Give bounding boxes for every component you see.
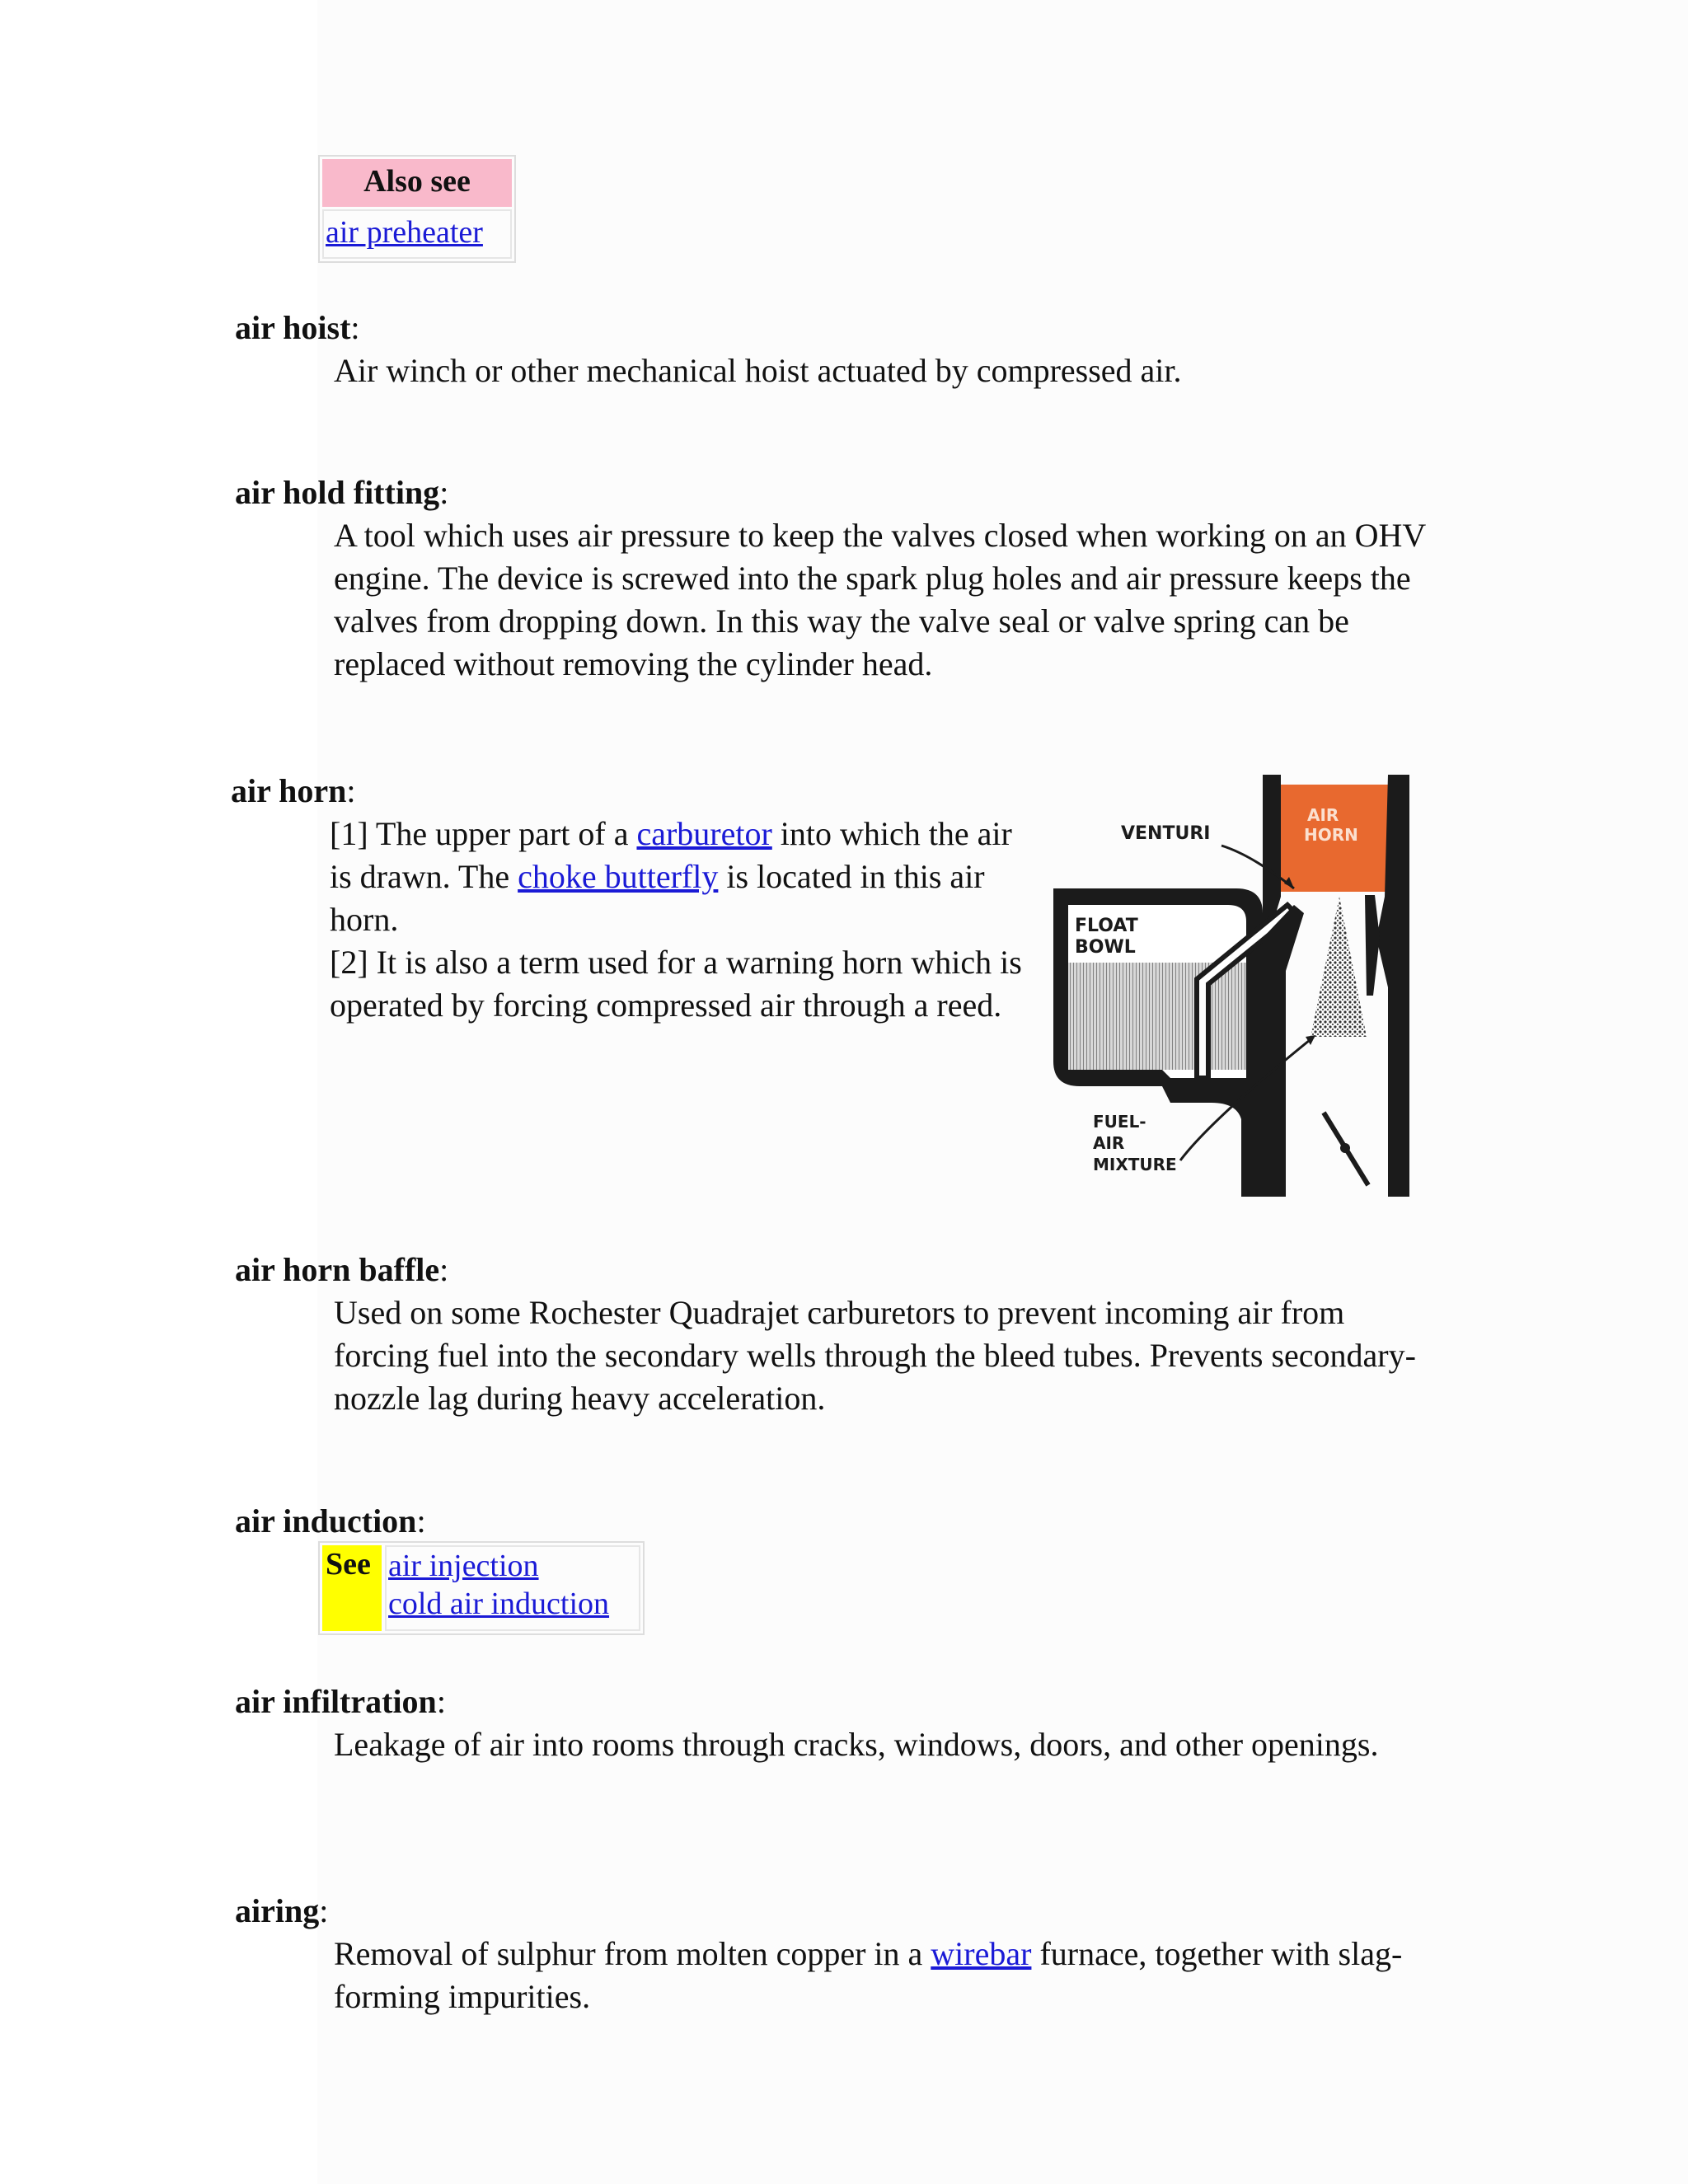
term-air-horn — [231, 770, 356, 813]
text-span: is located in this air horn. — [330, 858, 985, 938]
label-float: FLOAT — [1075, 916, 1138, 936]
term-colon: : — [436, 1683, 446, 1720]
term-air-infiltration — [235, 1680, 446, 1723]
term-air-induction — [235, 1500, 426, 1543]
see-link-row — [388, 1585, 639, 1623]
term-title: airing — [235, 1892, 320, 1929]
label-air2: AIR — [1093, 1133, 1125, 1153]
term-title: air induction — [235, 1502, 417, 1540]
link-air-preheater[interactable]: air preheater — [326, 215, 483, 250]
term-title: air horn — [231, 772, 347, 809]
term-air-hoist — [235, 307, 360, 349]
fuel-air-cone — [1311, 897, 1367, 1037]
fuel-level — [1068, 963, 1246, 1070]
term-title: air horn baffle — [235, 1251, 440, 1288]
text-span: [1] The upper part of a — [330, 815, 637, 852]
also-see-header: Also see — [322, 159, 512, 207]
link-carburetor[interactable]: carburetor — [636, 815, 772, 852]
throttle-shaft — [1340, 1143, 1350, 1153]
term-colon: : — [439, 474, 449, 511]
label-mixture: MIXTURE — [1093, 1155, 1177, 1174]
text-span: Removal of sulphur from molten copper in a — [334, 1935, 931, 1972]
link-wirebar[interactable]: wirebar — [931, 1935, 1032, 1972]
definition-air-infiltration: Leakage of air into rooms through cracks, windows, doors, and other openings. — [334, 1726, 1379, 1763]
link-air-injection[interactable]: air injection — [388, 1549, 539, 1583]
air-horn-sense-1 — [330, 813, 1030, 941]
term-title: air infiltration — [235, 1683, 437, 1720]
definition-air-horn-baffle: Used on some Rochester Quadrajet carburetors to prevent incoming air from forcing fuel into the secondary wells through the bleed tubes. Prevents secondary-nozzle lag during heavy acceleration. — [334, 1294, 1416, 1417]
see-links — [385, 1545, 640, 1631]
see-link-row — [388, 1547, 639, 1585]
text-span: furnace, together with slag-forming impurities. — [334, 1935, 1403, 2015]
label-air: AIR — [1307, 805, 1339, 825]
term-colon: : — [346, 772, 356, 809]
term-colon: : — [439, 1251, 449, 1288]
label-fuel: FUEL- — [1093, 1112, 1146, 1132]
label-horn: HORN — [1304, 825, 1358, 845]
see-box-air-induction — [318, 1541, 645, 1635]
term-colon: : — [416, 1502, 426, 1540]
term-airing — [235, 1890, 328, 1933]
definition-air-hoist: Air winch or other mechanical hoist actuated by compressed air. — [334, 352, 1182, 389]
term-title: air hoist — [235, 309, 351, 346]
definition-airing — [334, 1933, 1422, 2018]
air-horn-sense-2: [2] It is also a term used for a warning horn which is operated by forcing compressed air through a reed. — [330, 944, 1022, 1024]
term-colon: : — [319, 1892, 329, 1929]
definition-air-horn — [330, 813, 1030, 1027]
link-choke-butterfly[interactable]: choke butterfly — [518, 858, 719, 895]
term-air-horn-baffle — [235, 1249, 448, 1291]
venturi-booster — [1365, 895, 1380, 996]
definition-air-hold-fitting: A tool which uses air pressure to keep the valves closed when working on an OHV engine. The device is screwed into the spark plug holes and air pressure keeps the valves from dropping down. In this way the valve seal or valve spring can be replaced without removing the cylinder head. — [334, 517, 1426, 682]
term-colon: : — [350, 309, 360, 346]
see-label: See — [322, 1545, 382, 1631]
term-air-hold-fitting — [235, 471, 448, 514]
also-see-cell — [322, 209, 512, 259]
label-venturi: VENTURI — [1121, 823, 1211, 844]
also-see-box — [318, 155, 516, 263]
carburetor-air-horn-diagram — [1047, 773, 1446, 1197]
text-span: into which the air is drawn. The — [330, 815, 1012, 895]
label-bowl: BOWL — [1075, 937, 1136, 958]
link-cold-air-induction[interactable]: cold air induction — [388, 1586, 610, 1621]
carburetor-diagram-svg — [1047, 773, 1446, 1197]
term-title: air hold fitting — [235, 474, 440, 511]
